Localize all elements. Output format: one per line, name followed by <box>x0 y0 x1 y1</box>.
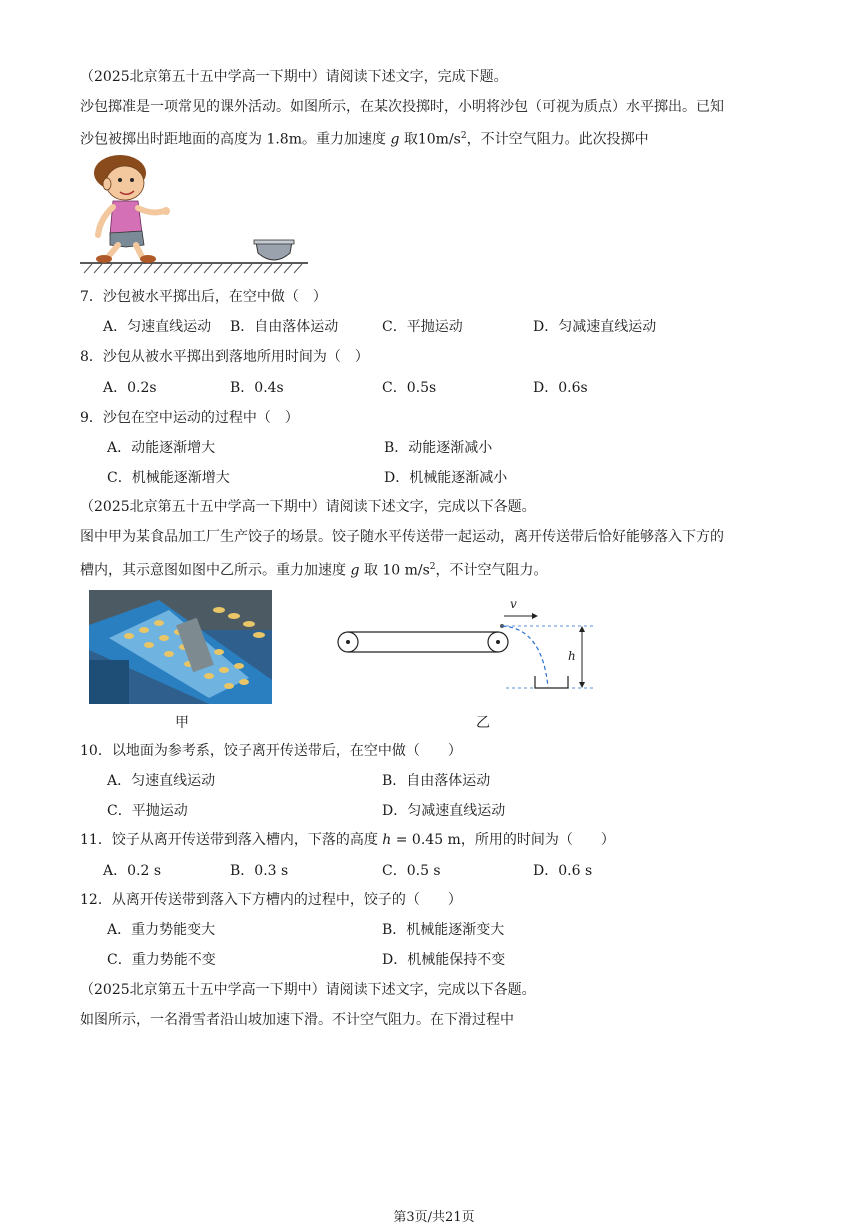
q8-option-d: D．0.6s <box>533 380 588 396</box>
section2-para2: 槽内，其示意图如图中乙所示。重力加速度 g 取 10 $m/s^2$，不计空气阻力。 <box>80 562 548 579</box>
q11-stem: 11．饺子从离开传送带到落入槽内，下落的高度 h = 0.45 m，所用的时间为（ ） <box>80 832 615 848</box>
section2-para1: 图中甲为某食品加工厂生产饺子的场景。饺子随水平传送带一起运动，离开传送带后恰好能够落入下方的 <box>80 529 724 545</box>
caption-jia: 甲 <box>175 715 189 731</box>
q7-stem: 7．沙包被水平掷出后，在空中做（ ） <box>80 289 327 305</box>
q7-option-b: B．自由落体运动 <box>230 319 339 335</box>
q7-option-c: C．平抛运动 <box>382 319 463 335</box>
dumpling-factory-photo <box>89 590 272 704</box>
q10-option-c: C．平抛运动 <box>107 803 188 819</box>
q9-option-c: C．机械能逐渐增大 <box>107 470 230 486</box>
velocity-label: v <box>510 597 517 611</box>
boy-throwing-figure <box>80 153 310 275</box>
q9-stem: 9．沙包在空中运动的过程中（ ） <box>80 410 299 426</box>
page-number-footer: 第3页/共21页 <box>393 1210 475 1225</box>
q9-option-a: A．动能逐渐增大 <box>107 440 216 456</box>
q10-option-a: A．匀速直线运动 <box>107 773 216 789</box>
q8-option-a: A．0.2s <box>103 380 157 396</box>
q11-option-c: C．0.5 s <box>382 863 441 879</box>
q12-option-c: C．重力势能不变 <box>107 952 216 968</box>
q10-stem: 10．以地面为参考系，饺子离开传送带后，在空中做（ ） <box>80 743 462 759</box>
caption-yi: 乙 <box>476 715 490 731</box>
q8-stem: 8．沙包从被水平掷出到落地所用时间为（ ） <box>80 349 369 365</box>
q10-option-d: D．匀减速直线运动 <box>382 803 506 819</box>
q9-option-b: B．动能逐渐减小 <box>384 440 493 456</box>
q11-option-d: D．0.6 s <box>533 863 593 879</box>
section1-para2: 沙包被掷出时距地面的高度为 1.8m。重力加速度 g 取$10m/s^2$，不计空气阻力。此次投掷中 <box>80 131 649 148</box>
section3-intro: （2025北京第五十五中学高一下期中）请阅读下述文字，完成以下各题。 <box>80 982 536 998</box>
section1-intro: （2025北京第五十五中学高一下期中）请阅读下述文字，完成下题。 <box>80 69 508 85</box>
section2-intro: （2025北京第五十五中学高一下期中）请阅读下述文字，完成以下各题。 <box>80 499 536 515</box>
q12-option-a: A．重力势能变大 <box>107 922 216 938</box>
q11-option-a: A．0.2 s <box>103 863 162 879</box>
q9-option-d: D．机械能逐渐减小 <box>384 470 508 486</box>
section1-para1: 沙包掷准是一项常见的课外活动。如图所示，在某次投掷时，小明将沙包（可视为质点）水平掷出。已知 <box>80 99 724 115</box>
height-label: h <box>568 649 576 663</box>
q12-option-d: D．机械能保持不变 <box>382 952 506 968</box>
q12-stem: 12．从离开传送带到落入下方槽内的过程中，饺子的（ ） <box>80 892 462 908</box>
conveyor-belt-diagram <box>330 592 600 697</box>
q11-option-b: B．0.3 s <box>230 863 289 879</box>
q7-option-d: D．匀减速直线运动 <box>533 319 657 335</box>
q10-option-b: B．自由落体运动 <box>382 773 491 789</box>
q8-option-c: C．0.5s <box>382 380 437 396</box>
section3-para1: 如图所示，一名滑雪者沿山坡加速下滑。不计空气阻力。在下滑过程中 <box>80 1012 514 1028</box>
q7-option-a: A．匀速直线运动 <box>103 319 212 335</box>
q12-option-b: B．机械能逐渐变大 <box>382 922 505 938</box>
q8-option-b: B．0.4s <box>230 380 284 396</box>
